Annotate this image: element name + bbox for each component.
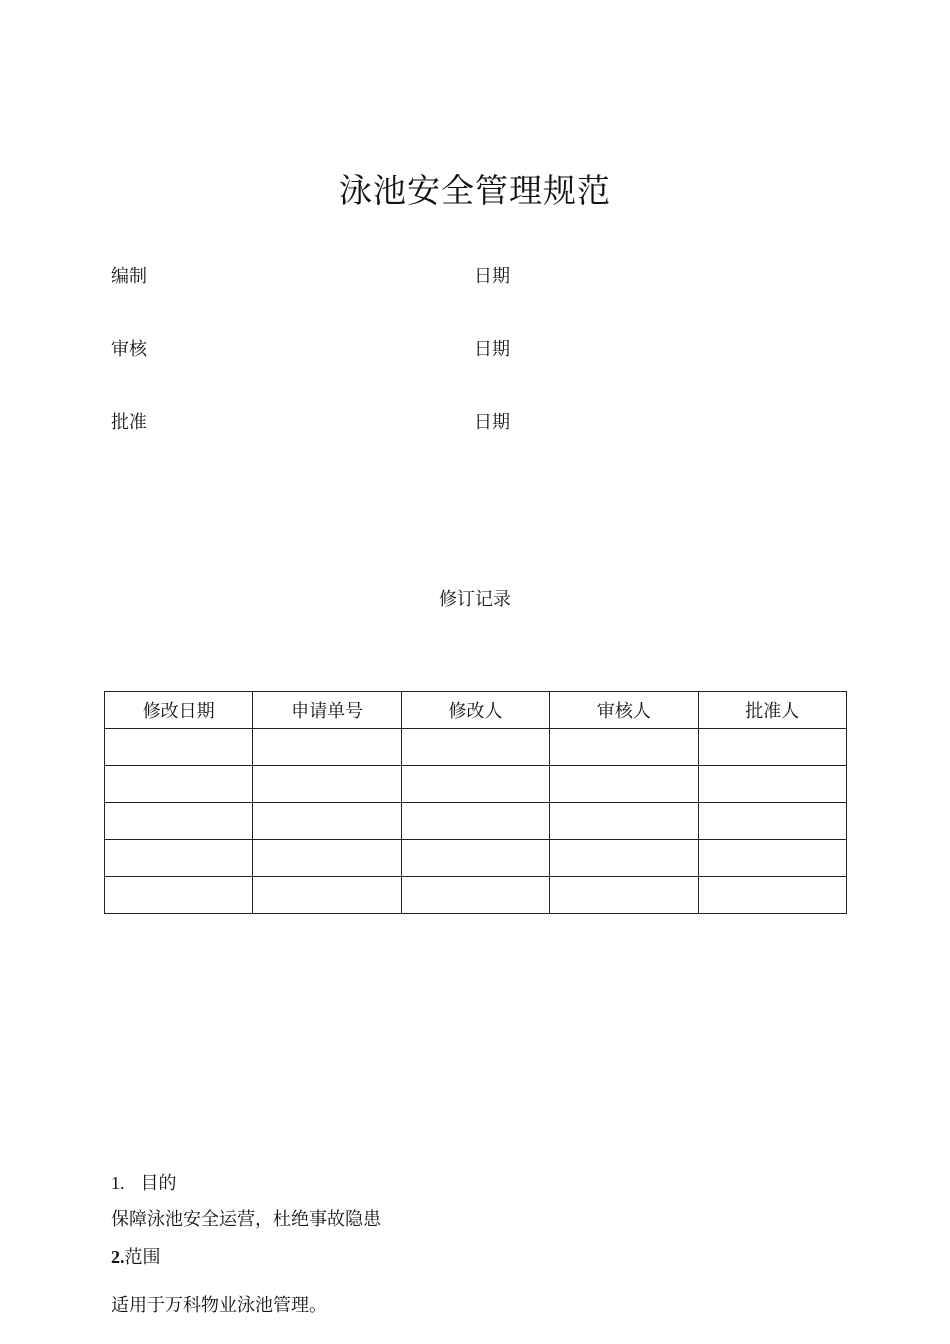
document-title: 泳池安全管理规范: [339, 171, 611, 210]
signoff-reviewed-label: 审核: [111, 339, 147, 360]
table-cell: [550, 803, 698, 840]
table-cell: [550, 766, 698, 803]
table-cell: [253, 729, 401, 766]
table-cell: [401, 766, 549, 803]
table-row: [105, 877, 847, 914]
column-header-modifier: 修改人: [401, 692, 549, 729]
section-purpose-body: 保障泳池安全运营，杜绝事故隐患: [111, 1209, 381, 1230]
table-cell: [105, 803, 253, 840]
table-cell: [550, 840, 698, 877]
table-cell: [550, 877, 698, 914]
section-number: 2.: [111, 1247, 125, 1267]
column-header-modify-date: 修改日期: [105, 692, 253, 729]
table-cell: [401, 803, 549, 840]
signoff-approved-date-label: 日期: [474, 412, 510, 433]
column-header-request-number: 申请单号: [253, 692, 401, 729]
signoff-approved-label: 批准: [111, 412, 147, 433]
signoff-reviewed-date-label: 日期: [474, 339, 510, 360]
section-scope-body: 适用于万科物业泳池管理。: [111, 1295, 327, 1316]
section-title: 范围: [124, 1247, 161, 1268]
table-cell: [698, 766, 846, 803]
table-cell: [698, 729, 846, 766]
table-cell: [698, 877, 846, 914]
table-cell: [550, 729, 698, 766]
column-header-approver: 批准人: [698, 692, 846, 729]
table-cell: [105, 840, 253, 877]
section-title: 目的: [140, 1173, 177, 1194]
table-cell: [401, 877, 549, 914]
table-row: [105, 803, 847, 840]
table-cell: [253, 803, 401, 840]
signoff-prepared-label: 编制: [111, 266, 147, 287]
table-cell: [253, 840, 401, 877]
section-scope-heading: [111, 1245, 161, 1270]
table-cell: [253, 877, 401, 914]
column-header-reviewer: 审核人: [550, 692, 698, 729]
section-purpose-heading: [111, 1171, 177, 1196]
revision-table: [104, 691, 847, 914]
revision-record-heading: 修订记录: [439, 589, 511, 610]
table-cell: [105, 877, 253, 914]
table-cell: [105, 766, 253, 803]
table-row: [105, 729, 847, 766]
section-number: 1.: [111, 1173, 125, 1193]
table-cell: [401, 840, 549, 877]
table-cell: [401, 729, 549, 766]
table-cell: [698, 840, 846, 877]
revision-table-header-row: [105, 692, 847, 729]
signoff-prepared-date-label: 日期: [474, 266, 510, 287]
table-cell: [698, 803, 846, 840]
table-cell: [253, 766, 401, 803]
table-row: [105, 840, 847, 877]
table-row: [105, 766, 847, 803]
table-cell: [105, 729, 253, 766]
